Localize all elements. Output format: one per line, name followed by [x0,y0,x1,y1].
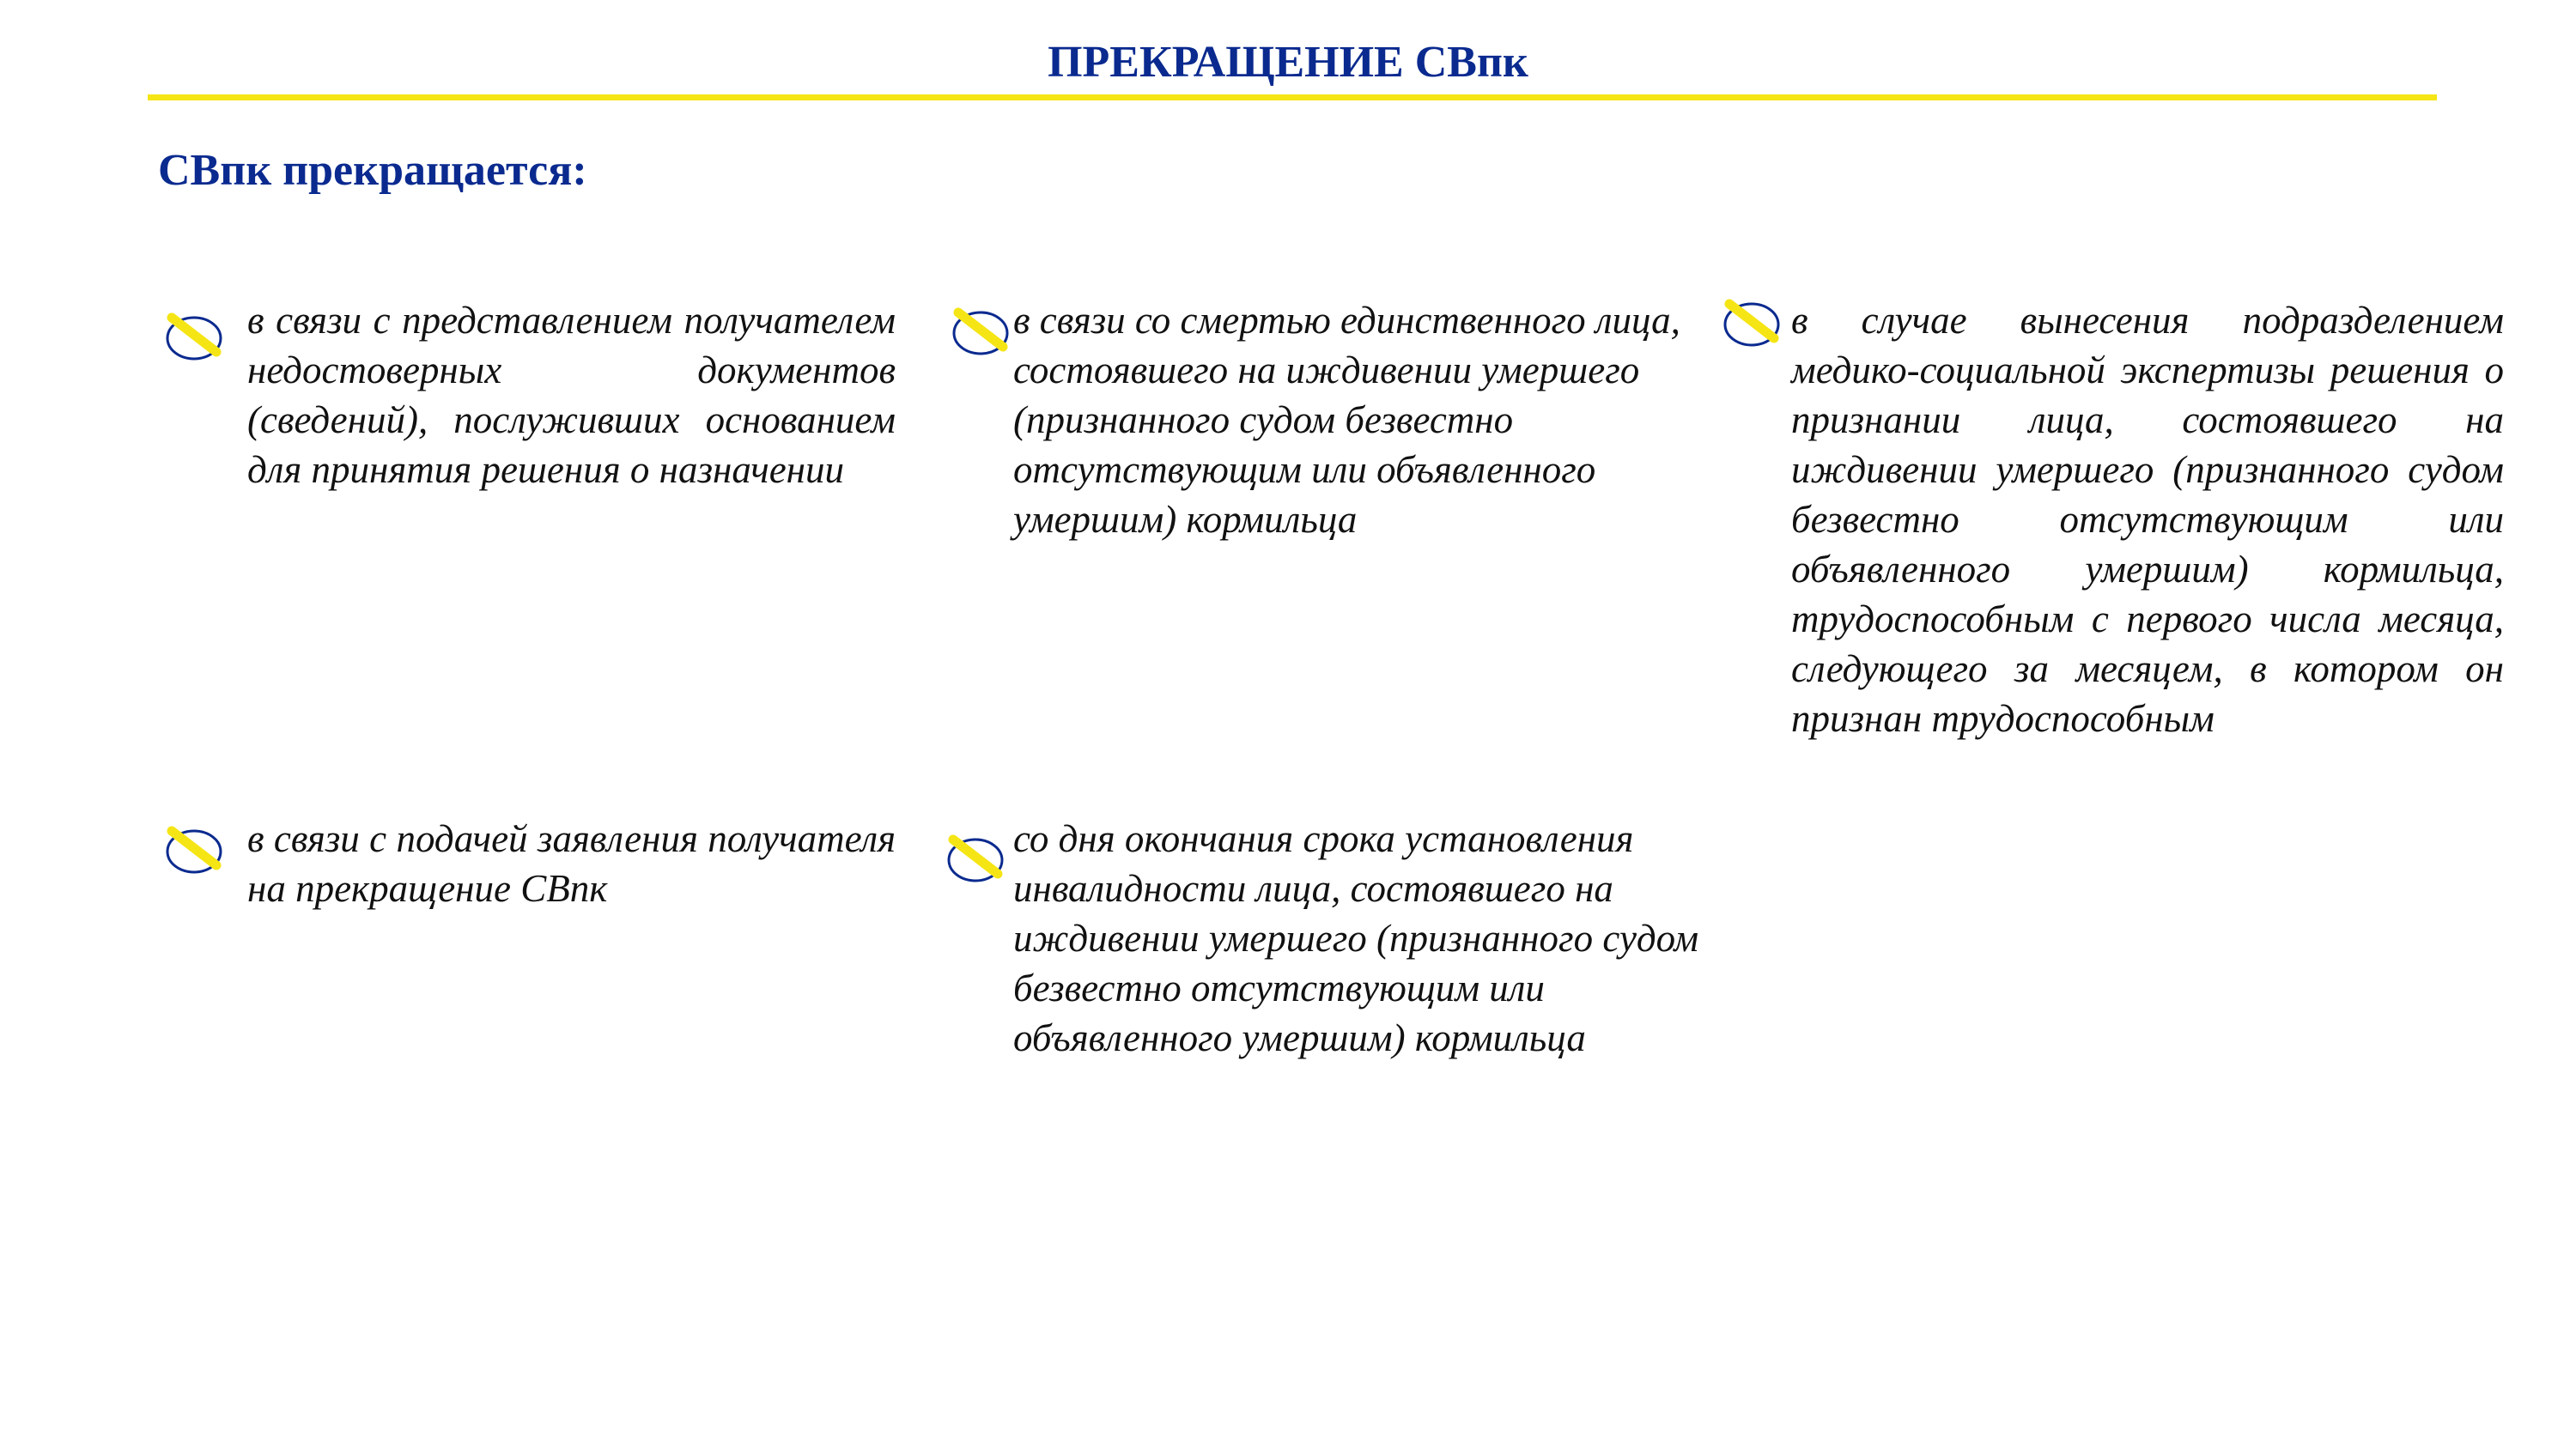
list-item [1013,295,1683,553]
list-item-text: в связи с подачей заявления получателя на прекращение СВпк [247,817,896,910]
list-item-text: со дня окончания срока установления инвалидности лица, состоявшего на иждивении умершего (признанного судом безвестно отсутствующим или объявленного умершим) кормильца [1013,817,1699,1059]
list-item-text: в случае вынесения подразделением медико-социальной экспертизы решения о признании лица, состоявшего на иждивении умершего (признанного судом безвестно отсутствующим или объявленного умершим) кормильца, трудоспособным с первого числа месяца, следующего за месяцем, в котором он признан трудоспособным [1791,299,2504,740]
bullet-ellipse-icon [163,309,225,362]
list-item-text: в связи с представлением получателем недостоверных документов (сведений), послуживших основанием для принятия решения о назначении [247,299,896,491]
title-underline [148,94,2437,100]
list-item-text: в связи со смертью единственного лица, состоявшего на иждивении умершего (признанного судом безвестно отсутствующим или объявленного умершим) кормильца [1013,299,1680,541]
list-item [247,814,896,925]
page-title: ПРЕКРАЩЕНИЕ СВпк [1048,38,1528,87]
bullet-ellipse-icon [945,831,1006,884]
list-item [247,295,896,553]
list-item [1791,295,2504,810]
bullet-ellipse-icon [950,304,1012,357]
bullet-ellipse-icon [1721,295,1783,349]
section-heading: СВпк прекращается: [158,146,587,195]
list-item [1013,814,1726,1140]
bullet-ellipse-icon [163,822,225,876]
